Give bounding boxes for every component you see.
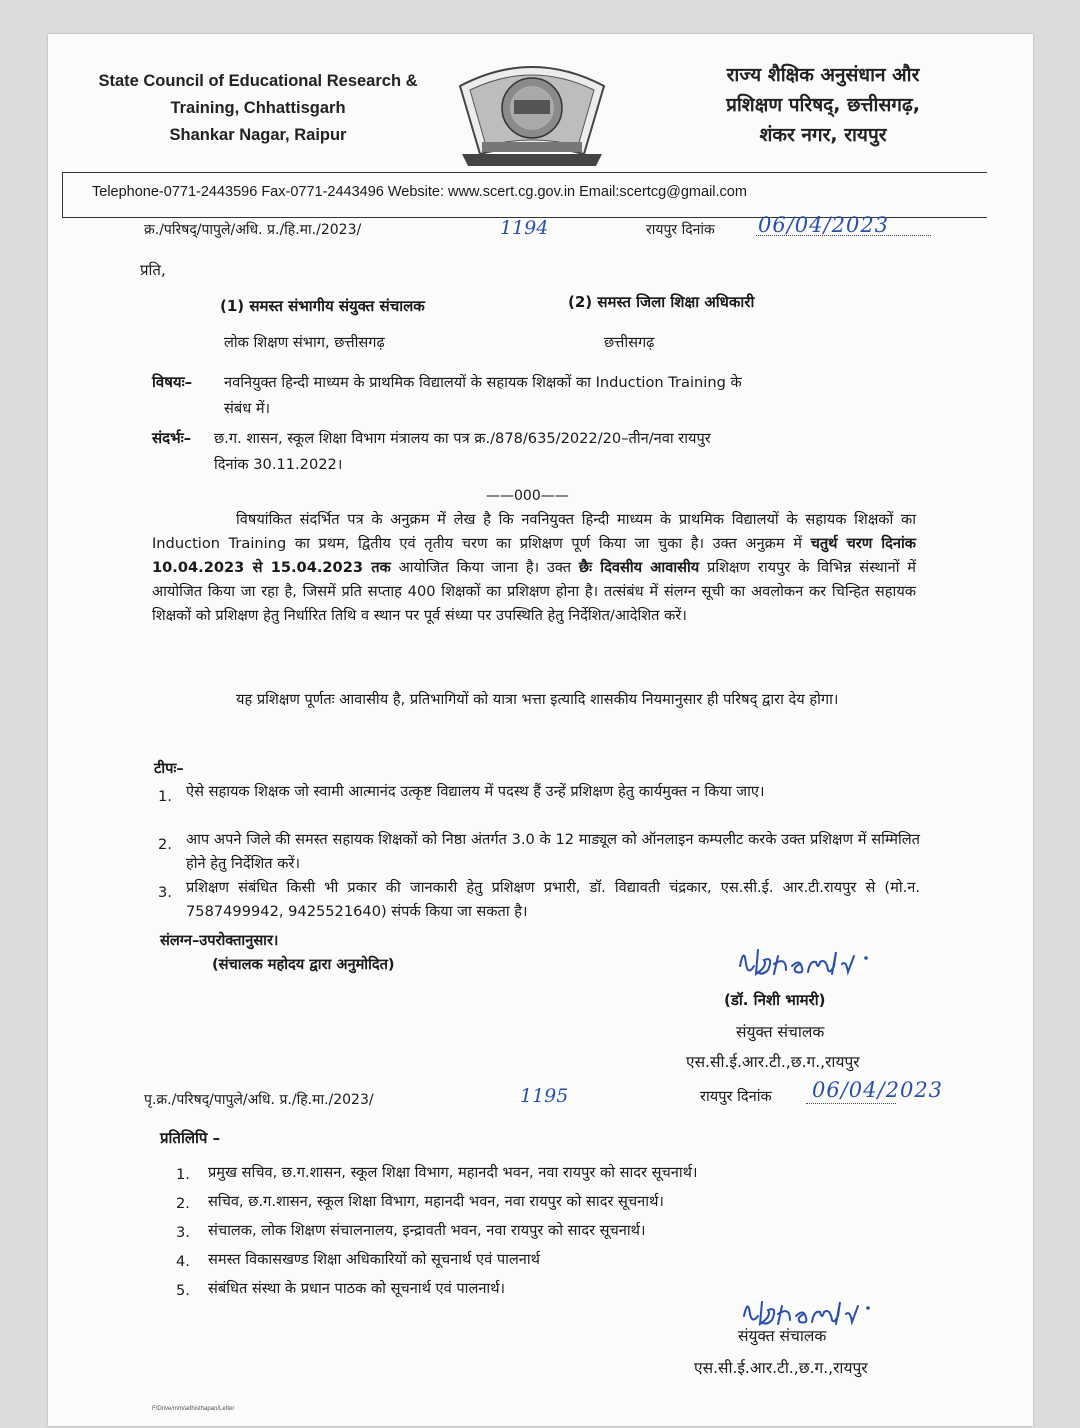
org-address-hindi: शंकर नगर, रायपुर bbox=[759, 124, 887, 146]
copy-item-5-number: 5. bbox=[176, 1282, 190, 1299]
copy-to-label: प्रतिलिपि – bbox=[160, 1129, 221, 1147]
body-p1-residential-training: छैः दिवसीय आवासीय bbox=[578, 559, 700, 576]
addressee-1: (1) समस्त संभागीय संयुक्त संचालक bbox=[220, 297, 425, 315]
date-underline bbox=[756, 235, 931, 236]
org-address: Shankar Nagar, Raipur bbox=[169, 126, 347, 144]
body-p1-text-b: आयोजित किया जाना है। उक्त bbox=[390, 559, 579, 576]
signatory-office-2: एस.सी.ई.आर.टी.,छ.ग.,रायपुर bbox=[694, 1359, 868, 1377]
scert-emblem-logo bbox=[452, 56, 612, 166]
note-1-number: 1. bbox=[158, 788, 172, 805]
org-name-hindi-line2: प्रशिक्षण परिषद्, छत्तीसगढ़, bbox=[726, 94, 920, 116]
copy-item-1: प्रमुख सचिव, छ.ग.शासन, स्कूल शिक्षा विभाग, महानदी भवन, नवा रायपुर को सादर सूचनार्थ। bbox=[208, 1164, 698, 1181]
endorsement-date-handwritten: 06/04/2023 bbox=[812, 1078, 944, 1102]
copy-item-3: संचालक, लोक शिक्षण संचालनालय, इन्द्रावती भवन, नवा रायपुर को सादर सूचनार्थ। bbox=[208, 1222, 646, 1239]
reference-text-line1: छ.ग. शासन, स्कूल शिक्षा विभाग मंत्रालय का पत्र क्र./878/635/2022/20–तीन/नवा रायपुर bbox=[214, 430, 711, 447]
endorsement-date-label: रायपुर दिनांक bbox=[700, 1088, 772, 1105]
org-name-hindi-line1: राज्य शैक्षिक अनुसंधान और bbox=[726, 64, 920, 86]
endorsement-ref-handwritten: 1195 bbox=[520, 1085, 569, 1107]
reference-number-handwritten: 1194 bbox=[500, 217, 549, 239]
subject-text-line1: नवनियुक्त हिन्दी माध्यम के प्राथमिक विद्यालयों के सहायक शिक्षकों का Induction Training के bbox=[224, 374, 742, 391]
file-path-footer: F/Drive/mm/adhisthapan/Letter bbox=[152, 1406, 235, 1412]
date-handwritten: 06/04/2023 bbox=[758, 213, 890, 237]
addressee-2-location: छत्तीसगढ़ bbox=[604, 334, 655, 351]
signatory-name: (डॉ. निशी भामरी) bbox=[724, 991, 826, 1009]
note-2-text: आप अपने जिले की समस्त सहायक शिक्षकों को निष्ठा अंतर्गत 3.0 के 12 माड्यूल को ऑनलाइन कम्पलीट करके उक्त प्रशिक्षण में सम्मिलित होने हेतु निर्देशित करें। bbox=[186, 831, 920, 872]
reference-label: संदर्भः– bbox=[152, 429, 192, 447]
addressee-2: (2) समस्त जिला शिक्षा अधिकारी bbox=[568, 293, 755, 311]
body-p2-text: यह प्रशिक्षण पूर्णतः आवासीय है, प्रतिभागियों को यात्रा भत्ता इत्यादि शासकीय नियमानुसार ही परिषद् द्वारा देय होगा। bbox=[236, 691, 839, 708]
body-paragraph-2 bbox=[152, 688, 916, 712]
reference-text-line2: दिनांक 30.11.2022। bbox=[214, 456, 343, 473]
addressee-1-department: लोक शिक्षण संभाग, छत्तीसगढ़ bbox=[224, 334, 385, 351]
approval-note: (संचालक महोदय द्वारा अनुमोदित) bbox=[212, 956, 395, 973]
body-paragraph-1 bbox=[152, 508, 916, 628]
signatory-office: एस.सी.ई.आर.टी.,छ.ग.,रायपुर bbox=[686, 1053, 860, 1071]
enclosure-label: संलग्न–उपरोक्तानुसार। bbox=[160, 932, 279, 949]
body-p1-text-c: प्रशिक्षण रायपुर के विभिन्न संस्थानों में आयोजित किया जा रहा है, जिसमें प्रति सप्ताह 400 शिक्षकों का प्रशिक्षण होना है। तत्संबंध में संलग्न सूची का अवलोकन कर चिन्हित सहायक शिक्षकों को प्रशिक्षण हेतु निर्धारित तिथि व स्थान पर पूर्व संध्या पर उपस्थिति हेतु निर्देशित/आदेशित करें। bbox=[152, 559, 917, 624]
body-p1-training-dates: चतुर्थ चरण दिनांक 10.04.2023 से 15.04.2023 तक bbox=[152, 535, 916, 576]
copy-item-4-number: 4. bbox=[176, 1253, 190, 1270]
note-2-number: 2. bbox=[158, 836, 172, 853]
endorsement-ref-label: पृ.क्र./परिषद्/पापुले/अधि. प्र./हि.मा./2023/ bbox=[144, 1092, 374, 1108]
notes-label: टीपः– bbox=[154, 760, 184, 777]
note-3-number: 3. bbox=[158, 884, 172, 901]
date-label: रायपुर दिनांक bbox=[646, 222, 715, 238]
reference-number-label: क्र./परिषद्/पापुले/अधि. प्र./हि.मा./2023/ bbox=[144, 222, 362, 238]
separator-000: ——000—— bbox=[486, 488, 569, 504]
signature-handwritten-1 bbox=[734, 936, 904, 986]
copy-item-2: सचिव, छ.ग.शासन, स्कूल शिक्षा विभाग, महानदी भवन, नवा रायपुर को सादर सूचनार्थ। bbox=[208, 1193, 664, 1210]
org-name-line1: State Council of Educational Research & bbox=[98, 72, 418, 90]
subject-text-line2: संबंध में। bbox=[224, 400, 271, 417]
note-1-text: ऐसे सहायक शिक्षक जो स्वामी आत्मानंद उत्कृष्ट विद्यालय में पदस्थ हैं उन्हें प्रशिक्षण हेतु कार्यमुक्त न किया जाए। bbox=[186, 783, 765, 800]
note-3-text: प्रशिक्षण संबंधित किसी भी प्रकार की जानकारी हेतु प्रशिक्षण प्रभारी, डॉ. विद्यावती चंद्रकार, एस.सी.ई. आर.टी.रायपुर से (मो.न. 7587499942, 9425521640) संपर्क किया जा सकता है। bbox=[186, 879, 920, 920]
contact-line: Telephone-0771-2443596 Fax-0771-2443496 Website: www.scert.cg.gov.in Email:scertcg@gmail.com bbox=[92, 184, 747, 200]
letter-page bbox=[48, 34, 1033, 1426]
copy-item-1-number: 1. bbox=[176, 1166, 190, 1183]
org-name-line2: Training, Chhattisgarh bbox=[170, 99, 346, 117]
endorsement-date-underline bbox=[806, 1103, 896, 1104]
to-label: प्रति, bbox=[140, 261, 166, 279]
copy-item-5: संबंधित संस्था के प्रधान पाठक को सूचनार्थ एवं पालनार्थ। bbox=[208, 1280, 506, 1297]
signatory-designation: संयुक्त संचालक bbox=[736, 1023, 825, 1041]
subject-label: विषयः– bbox=[152, 373, 193, 391]
copy-item-4: समस्त विकासखण्ड शिक्षा अधिकारियों को सूचनार्थ एवं पालनार्थ bbox=[208, 1251, 540, 1268]
copy-item-2-number: 2. bbox=[176, 1195, 190, 1212]
signatory-designation-2: संयुक्त संचालक bbox=[738, 1327, 827, 1345]
body-p1-text-a: विषयांकित संदर्भित पत्र के अनुक्रम में लेख है कि नवनियुक्त हिन्दी माध्यम के प्राथमिक विद्यालयों के सहायक शिक्षकों का Induction Training का प्रथम, द्वितीय एवं तृतीय चरण का प्रशिक्षण पूर्ण किया जा चुका है। उक्त अनुक्रम में bbox=[152, 511, 916, 552]
letterhead-english bbox=[88, 68, 428, 149]
copy-item-3-number: 3. bbox=[176, 1224, 190, 1241]
letterhead-hindi bbox=[658, 60, 988, 150]
